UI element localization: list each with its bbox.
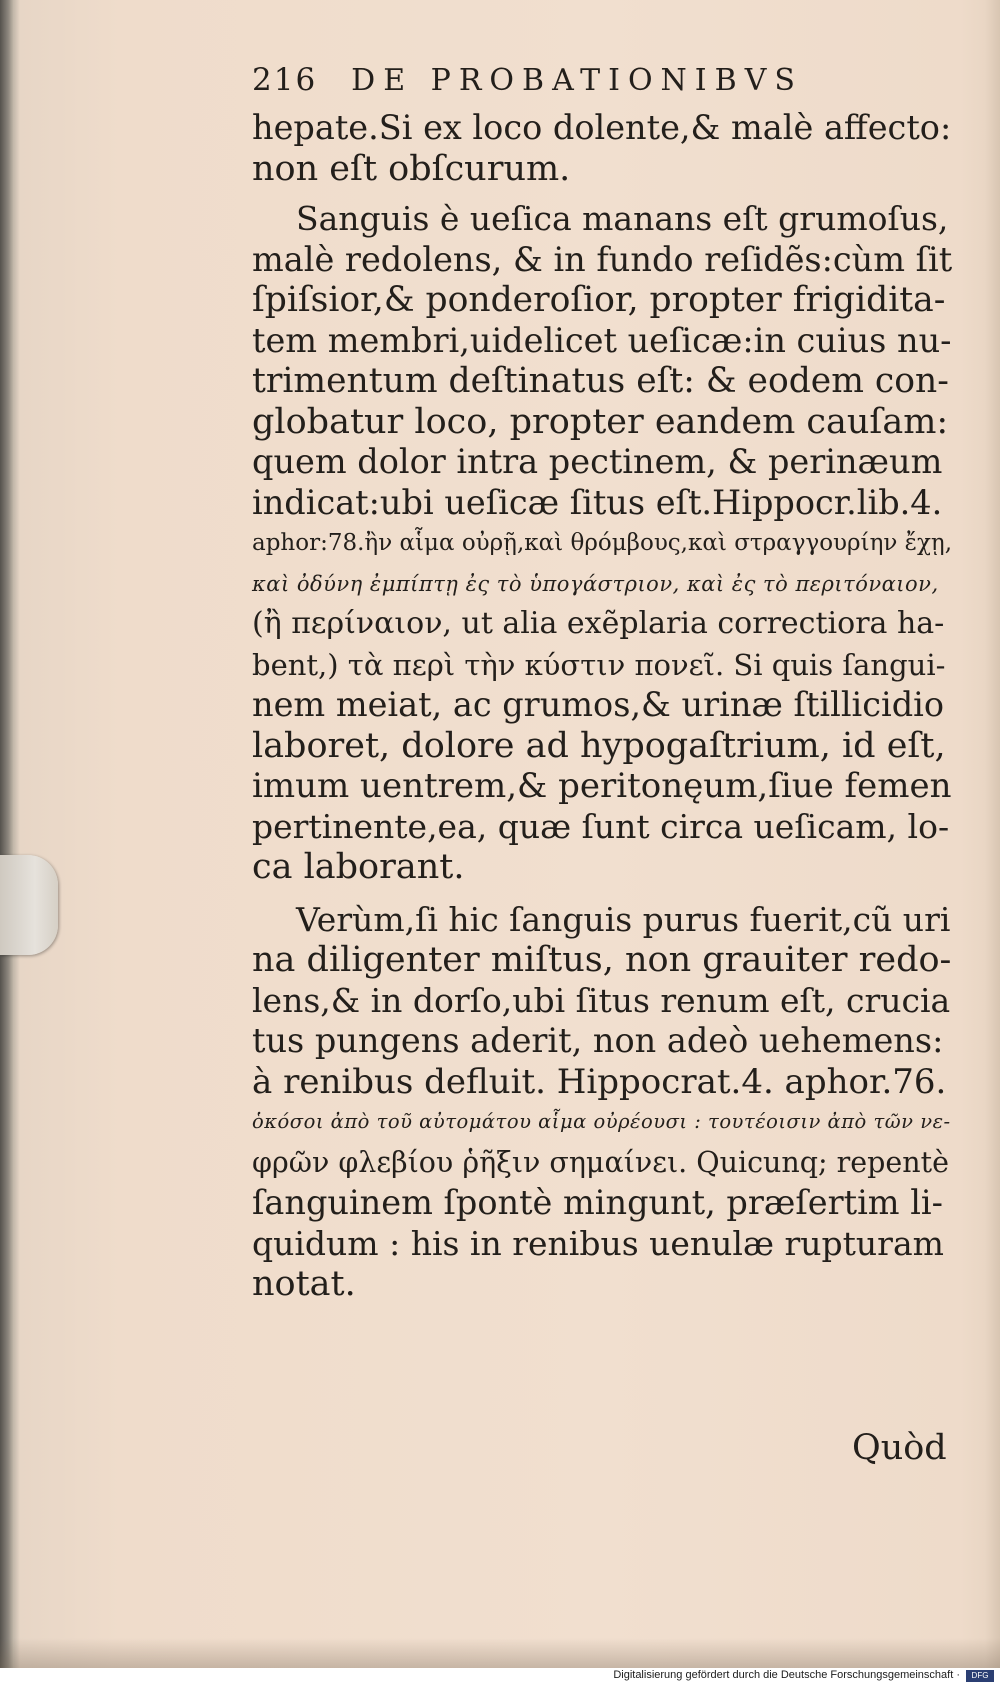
text-line: φρῶν φλεβίου ῥῆξιν σημαίνει. Quicunq; repentè	[252, 1145, 949, 1179]
text-line: Verùm,ſi hic ſanguis purus fuerit,cũ uri	[296, 899, 951, 939]
greek-quote-line: καὶ ὀδύνη ἐμπίπτῃ ἐς τὸ ὑπογάστριον, καὶ ἐς τὸ περιτόναιον,	[252, 571, 939, 596]
text-line: laboret, dolore ad hypogaſtrium, id eſt,	[252, 725, 946, 766]
text-line: ſpiſsior,& ponderoſior, propter frigidita-	[252, 280, 946, 320]
text-line: nem meiat, ac grumos,& urinæ ſtillicidio	[252, 685, 945, 724]
page-bottom-edge	[0, 1638, 1000, 1668]
text-line: quidum : his in renibus uenulæ rupturam	[252, 1223, 944, 1263]
page-text	[252, 62, 952, 1305]
text-line: notat.	[252, 1264, 356, 1304]
digitization-footer	[0, 1668, 1000, 1684]
text-line: tem membri,uidelicet ueſicæ:in cuius nu-	[252, 320, 952, 360]
funding-credit: Digitalisierung gefördert durch die Deutsche Forschungsgemeinschaft ·	[613, 1669, 960, 1681]
text-line: aphor:78.ἢν αἷμα οὐρῇ,καὶ θρόμβους,καὶ στραγγουρίην ἔχῃ,	[252, 530, 953, 556]
paragraph-1	[252, 108, 952, 189]
page-number: 216	[252, 62, 318, 98]
text-line: globatur loco, propter eandem cauſam:	[252, 401, 949, 442]
text-line: imum uentrem,& peritonęum,ſiue femen	[252, 766, 952, 806]
text-line: tus pungens aderit, non adeò uehemens:	[252, 1021, 944, 1060]
text-line: ſanguinem ſpontè mingunt, præſertim li-	[252, 1183, 943, 1222]
running-header	[252, 62, 952, 108]
text-line: ca laborant.	[252, 847, 465, 887]
text-line: na diligenter miſtus, non grauiter redo-	[252, 940, 952, 980]
text-line: bent,) τὰ περὶ τὴν κύστιν πονεῖ. Si quis ſangui-	[252, 647, 946, 682]
text-line: à renibus defluit. Hippocrat.4. aphor.76.	[252, 1061, 947, 1102]
text-line: trimentum deſtinatus eſt: & eodem con-	[252, 361, 949, 401]
text-line: (ἢ περίναιον, ut alia exẽplaria correctiora ha-	[252, 606, 945, 641]
text-line: Sanguis è ueſica manans eſt grumoſus,	[296, 199, 949, 238]
text-line: hepate.Si ex loco dolente,& malè affecto:	[252, 108, 952, 147]
book-spine	[0, 0, 14, 1668]
text-line: non eſt obſcurum.	[252, 148, 571, 189]
greek-quote-line: ὁκόσοι ἀπὸ τοῦ αὐτομάτου αἷμα οὐρέουσι : τουτέοισιν ἀπὸ τῶν νε-	[252, 1110, 951, 1133]
running-title: DE PROBATIONIBVS	[351, 63, 803, 98]
text-line: indicat:ubi ueſicæ ſitus eſt.Hippocr.lib.4.	[252, 482, 943, 522]
text-line: malè redolens, & in fundo reſidẽs:cùm ſit	[252, 239, 953, 279]
paragraph-2	[252, 199, 952, 888]
text-line: pertinente,ea, quæ ſunt circa ueſicam, lo-	[252, 806, 950, 846]
page-tab-marker	[0, 855, 58, 955]
paragraph-3	[252, 900, 952, 1305]
text-line: quem dolor intra pectinem, & perinæum	[252, 442, 943, 481]
dfg-logo: DFG	[966, 1670, 994, 1682]
text-line: lens,& in dorſo,ubi ſitus renum eſt, crucia	[252, 980, 951, 1020]
catchword: Quòd	[852, 1428, 947, 1468]
